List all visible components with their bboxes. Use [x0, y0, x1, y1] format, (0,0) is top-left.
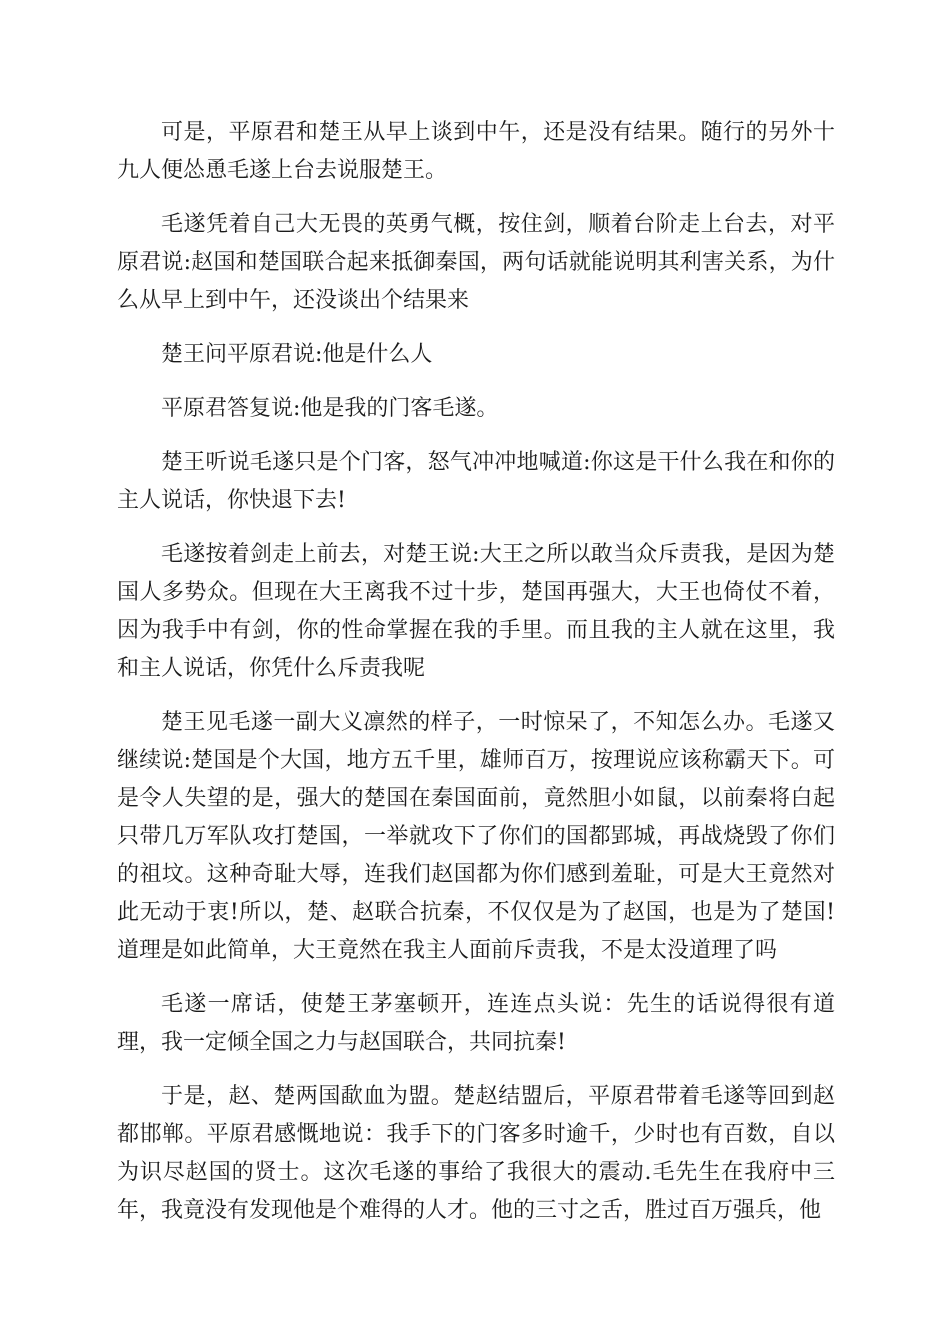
paragraph: 楚王见毛遂一副大义凛然的样子，一时惊呆了，不知怎么办。毛遂又继续说:楚国是个大国，地方五千里，雄师百万，按理说应该称霸天下。可是令人失望的是，强大的楚国在秦国面前，竟然胆小如鼠，以前秦将白起只带几万军队攻打楚国，一举就攻下了你们的国都郢城，再战烧毁了你们的祖坟。这种奇耻大辱，连我们赵国都为你们感到羞耻，可是大王竟然对此无动于衷!所以，楚、赵联合抗秦，不仅仅是为了赵国，也是为了楚国!道理是如此简单，大王竟然在我主人面前斥责我，不是太没道理了吗	[117, 710, 835, 963]
paragraph: 毛遂凭着自己大无畏的英勇气概，按住剑，顺着台阶走上台去，对平原君说:赵国和楚国联合起来抵御秦国，两句话就能说明其利害关系，为什么从早上到中午，还没谈出个结果来	[117, 212, 835, 313]
paragraph: 可是，平原君和楚王从早上谈到中午，还是没有结果。随行的另外十九人便怂恿毛遂上台去说服楚王。	[117, 120, 835, 183]
document-body	[117, 114, 835, 1246]
paragraph: 平原君答复说:他是我的门客毛遂。	[161, 396, 499, 421]
paragraph: 楚王问平原君说:他是什么人	[161, 342, 433, 367]
paragraph: 毛遂一席话，使楚王茅塞顿开，连连点头说：先生的话说得很有道理，我一定倾全国之力与赵国联合，共同抗秦!	[117, 992, 835, 1055]
paragraph: 楚王听说毛遂只是个门客，怒气冲冲地喊道:你这是干什么我在和你的主人说话，你快退下去!	[117, 450, 835, 513]
paragraph: 毛遂按着剑走上前去，对楚王说:大王之所以敢当众斥责我，是因为楚国人多势众。但现在大王离我不过十步，楚国再强大，大王也倚仗不着，因为我手中有剑，你的性命掌握在我的手里。而且我的主人就在这里，我和主人说话，你凭什么斥责我呢	[117, 542, 835, 681]
paragraph: 于是，赵、楚两国歃血为盟。楚赵结盟后，平原君带着毛遂等回到赵都邯郸。平原君感慨地说：我手下的门客多时逾千，少时也有百数，自以为识尽赵国的贤士。这次毛遂的事给了我很大的震动.毛先生在我府中三年，我竟没有发现他是个难得的人才。他的三寸之舌，胜过百万强兵，他	[117, 1084, 835, 1223]
